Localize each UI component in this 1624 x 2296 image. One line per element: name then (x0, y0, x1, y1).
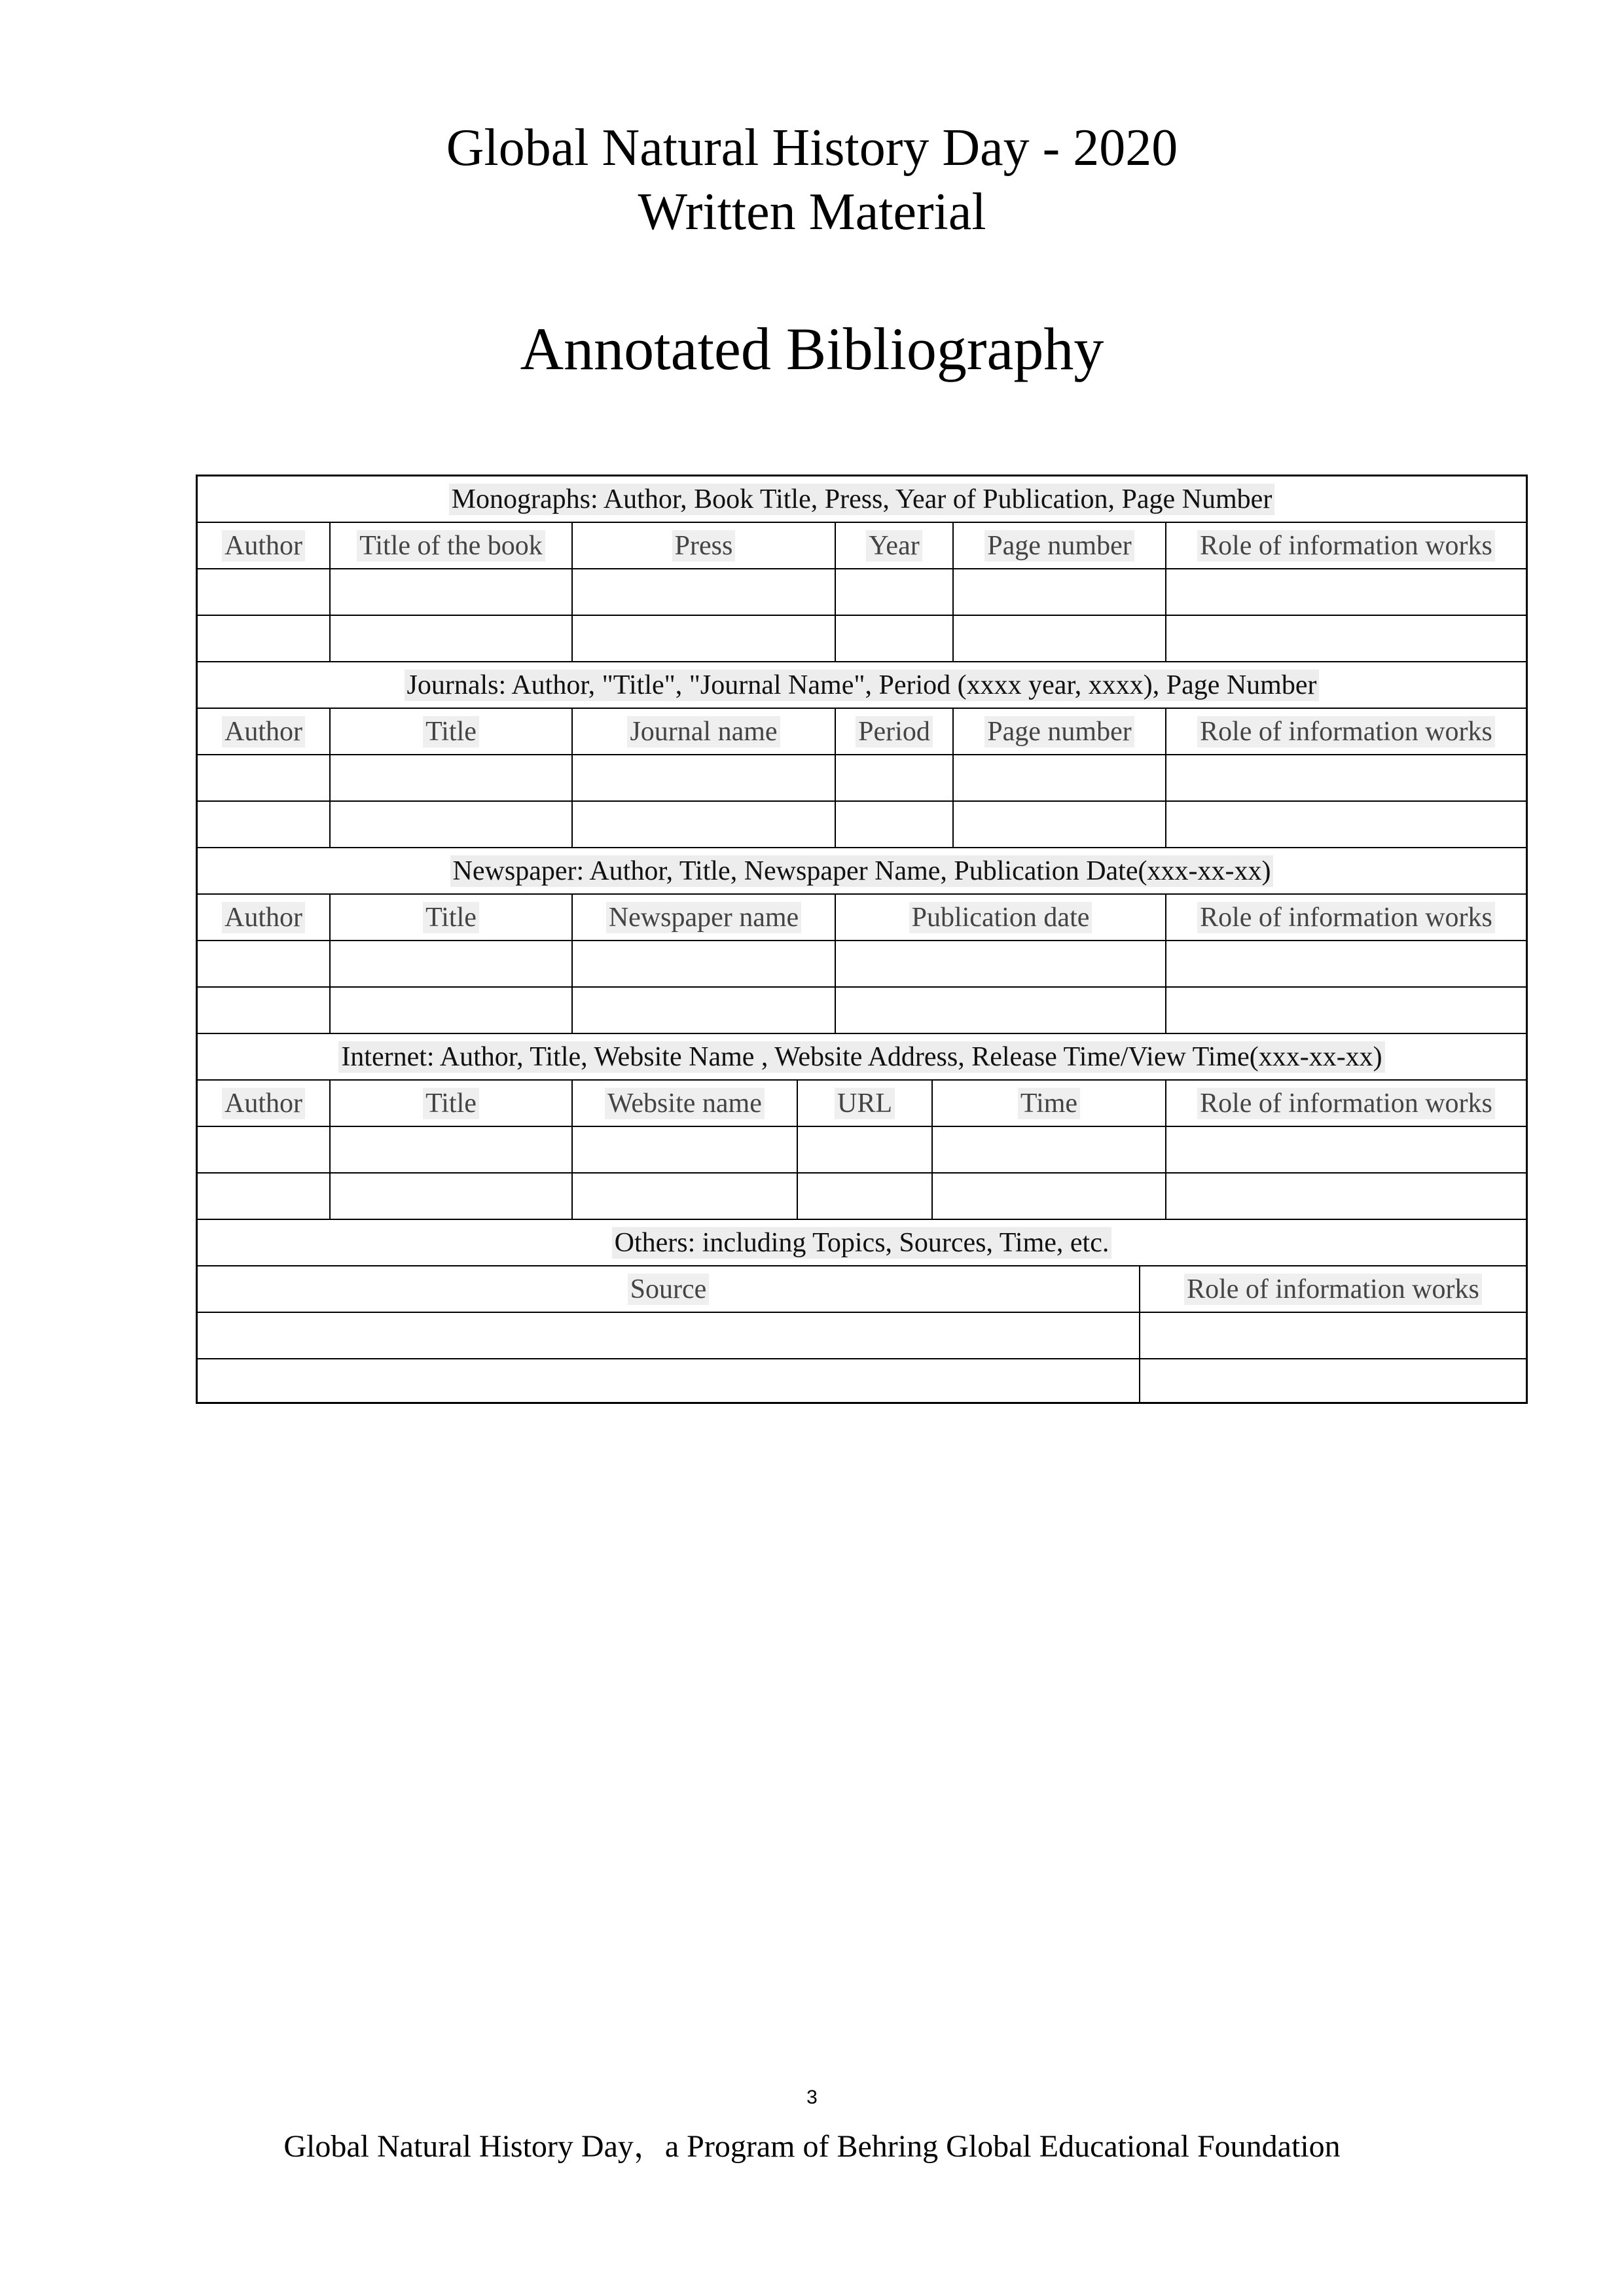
entry-cell[interactable] (331, 755, 573, 800)
entry-cell[interactable] (1166, 1127, 1526, 1172)
bibliography-table (196, 475, 1528, 1404)
entry-cell[interactable] (933, 1127, 1166, 1172)
column-header: Year (836, 523, 954, 568)
internet-entry-row (198, 1174, 1526, 1220)
entry-cell[interactable] (331, 1127, 573, 1172)
page-number: 3 (806, 2087, 818, 2108)
column-header: URL (798, 1081, 933, 1126)
column-header: Author (198, 523, 331, 568)
entry-cell[interactable] (798, 1174, 933, 1219)
journals-column-headers (198, 709, 1526, 755)
entry-cell[interactable] (836, 802, 954, 847)
entry-cell[interactable] (1140, 1313, 1526, 1358)
entry-cell[interactable] (331, 569, 573, 615)
entry-cell[interactable] (331, 616, 573, 661)
column-header: Publication date (836, 895, 1166, 940)
document-title: Annotated Bibliography (520, 315, 1104, 382)
monographs-column-headers (198, 523, 1526, 569)
entry-cell[interactable] (573, 1174, 798, 1219)
journals-section-title: Journals: Author, "Title", "Journal Name", Period (xxxx year, xxxx), Page Number (405, 670, 1320, 701)
others-section-title: Others: including Topics, Sources, Time, etc. (612, 1227, 1112, 1259)
column-header: Author (198, 1081, 331, 1126)
entry-cell[interactable] (198, 616, 331, 661)
entry-cell[interactable] (198, 802, 331, 847)
entry-cell[interactable] (1166, 941, 1526, 986)
footer-text: Global Natural History Day，a Program of Behring Global Educational Foundation (283, 2129, 1341, 2164)
newspaper-section-title: Newspaper: Author, Title, Newspaper Name, Publication Date(xxx-xx-xx) (450, 855, 1274, 887)
entry-cell[interactable] (573, 569, 836, 615)
column-header: Role of information works (1166, 1081, 1526, 1126)
entry-cell[interactable] (573, 941, 836, 986)
entry-cell[interactable] (954, 569, 1166, 615)
others-entry-row (198, 1313, 1526, 1359)
journals-section-header (198, 662, 1526, 709)
entry-cell[interactable] (836, 941, 1166, 986)
newspaper-entry-row (198, 988, 1526, 1034)
column-header: Role of information works (1166, 523, 1526, 568)
monographs-section-header (198, 476, 1526, 523)
internet-section-header (198, 1034, 1526, 1081)
newspaper-entry-row (198, 941, 1526, 988)
internet-section-title: Internet: Author, Title, Website Name , Website Address, Release Time/View Time(xxx-xx-xx) (338, 1041, 1384, 1073)
column-header: Role of information works (1140, 1266, 1526, 1312)
journals-entry-row (198, 755, 1526, 802)
journals-entry-row (198, 802, 1526, 848)
entry-cell[interactable] (1166, 1174, 1526, 1219)
entry-cell[interactable] (1140, 1359, 1526, 1402)
column-header: Journal name (573, 709, 836, 754)
column-header: Press (573, 523, 836, 568)
entry-cell[interactable] (198, 941, 331, 986)
entry-cell[interactable] (198, 755, 331, 800)
newspaper-section-header (198, 848, 1526, 895)
entry-cell[interactable] (331, 941, 573, 986)
column-header: Period (836, 709, 954, 754)
entry-cell[interactable] (198, 1313, 1140, 1358)
entry-cell[interactable] (1166, 569, 1526, 615)
column-header: Author (198, 709, 331, 754)
entry-cell[interactable] (1166, 802, 1526, 847)
entry-cell[interactable] (954, 802, 1166, 847)
entry-cell[interactable] (198, 988, 331, 1033)
column-header: Title (331, 709, 573, 754)
column-header: Time (933, 1081, 1166, 1126)
entry-cell[interactable] (1166, 616, 1526, 661)
entry-cell[interactable] (573, 755, 836, 800)
column-header: Title of the book (331, 523, 573, 568)
column-header: Author (198, 895, 331, 940)
column-header: Newspaper name (573, 895, 836, 940)
entry-cell[interactable] (954, 755, 1166, 800)
entry-cell[interactable] (836, 755, 954, 800)
entry-cell[interactable] (573, 616, 836, 661)
monographs-entry-row (198, 569, 1526, 616)
newspaper-column-headers (198, 895, 1526, 941)
others-section-header (198, 1220, 1526, 1266)
document-heading-line2: Written Material (638, 183, 986, 241)
column-header: Source (198, 1266, 1140, 1312)
entry-cell[interactable] (836, 988, 1166, 1033)
monographs-entry-row (198, 616, 1526, 662)
column-header: Title (331, 1081, 573, 1126)
column-header: Role of information works (1166, 709, 1526, 754)
entry-cell[interactable] (331, 988, 573, 1033)
entry-cell[interactable] (1166, 988, 1526, 1033)
column-header: Title (331, 895, 573, 940)
entry-cell[interactable] (954, 616, 1166, 661)
monographs-section-title: Monographs: Author, Book Title, Press, Year of Publication, Page Number (449, 484, 1275, 515)
entry-cell[interactable] (798, 1127, 933, 1172)
entry-cell[interactable] (198, 1127, 331, 1172)
entry-cell[interactable] (836, 569, 954, 615)
document-heading-line1: Global Natural History Day - 2020 (446, 119, 1178, 177)
entry-cell[interactable] (573, 802, 836, 847)
others-column-headers (198, 1266, 1526, 1313)
entry-cell[interactable] (933, 1174, 1166, 1219)
entry-cell[interactable] (573, 988, 836, 1033)
others-entry-row (198, 1359, 1526, 1402)
entry-cell[interactable] (198, 569, 331, 615)
column-header: Page number (954, 523, 1166, 568)
entry-cell[interactable] (331, 802, 573, 847)
entry-cell[interactable] (573, 1127, 798, 1172)
internet-column-headers (198, 1081, 1526, 1127)
column-header: Website name (573, 1081, 798, 1126)
entry-cell[interactable] (198, 1359, 1140, 1402)
internet-entry-row (198, 1127, 1526, 1174)
entry-cell[interactable] (836, 616, 954, 661)
entry-cell[interactable] (331, 1174, 573, 1219)
entry-cell[interactable] (198, 1174, 331, 1219)
column-header: Role of information works (1166, 895, 1526, 940)
entry-cell[interactable] (1166, 755, 1526, 800)
column-header: Page number (954, 709, 1166, 754)
